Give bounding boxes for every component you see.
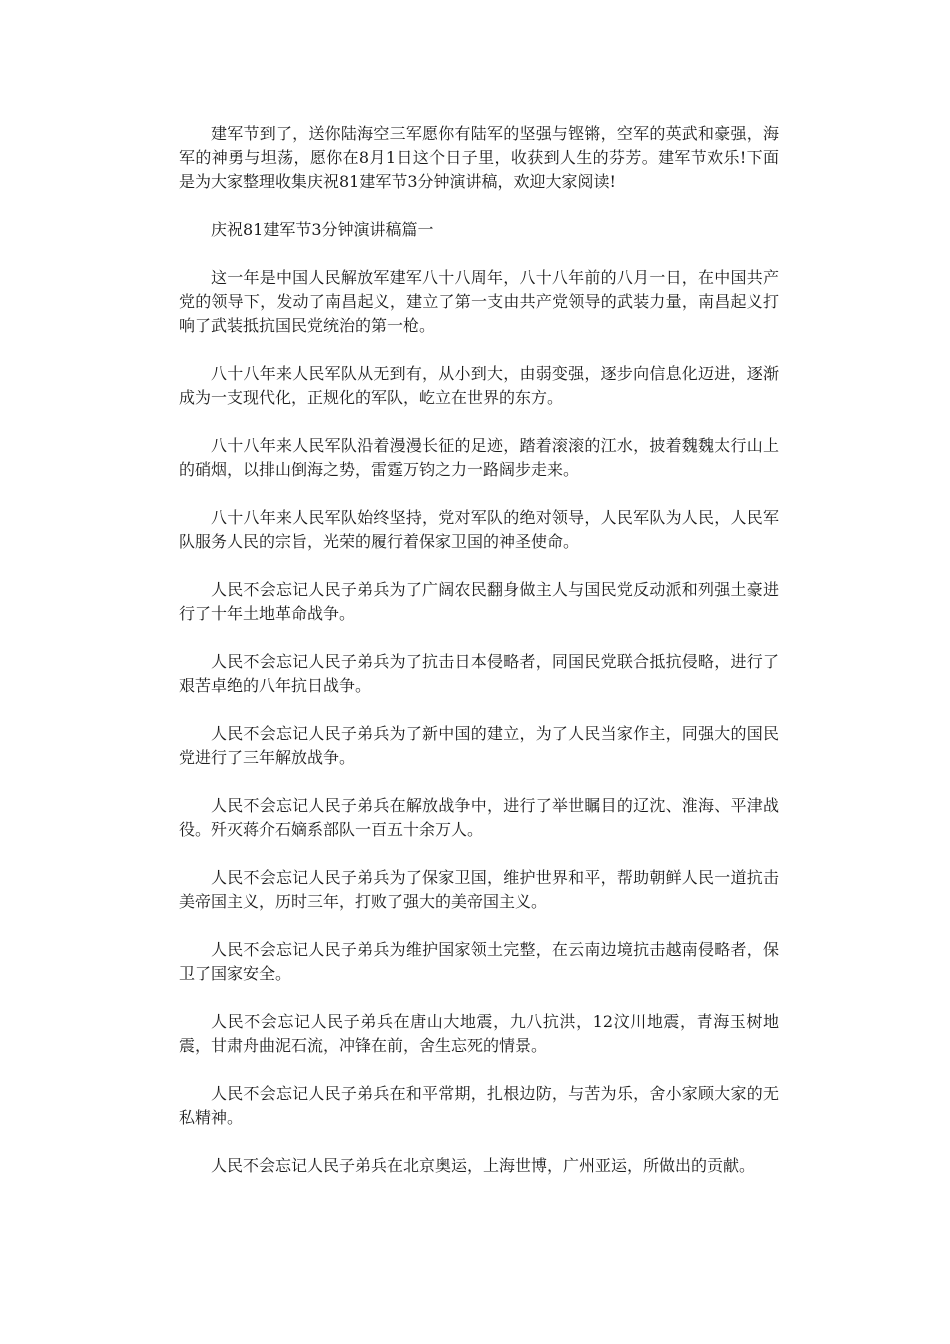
- body-paragraph: 八十八年来人民军队始终坚持，党对军队的绝对领导，人民军队为人民，人民军队服务人民的宗旨，光荣的履行着保家卫国的神圣使命。: [179, 508, 779, 551]
- body-paragraph: 八十八年来人民军队沿着漫漫长征的足迹，踏着滚滚的江水，披着魏魏太行山上的硝烟，以排山倒海之势，雷霆万钧之力一路阔步走来。: [179, 436, 779, 479]
- body-paragraph: 人民不会忘记人民子弟兵在解放战争中，进行了举世瞩目的辽沈、淮海、平津战役。歼灭蒋介石嫡系部队一百五十余万人。: [179, 796, 779, 839]
- body-paragraph: 人民不会忘记人民子弟兵为了抗击日本侵略者，同国民党联合抵抗侵略，进行了艰苦卓绝的八年抗日战争。: [179, 652, 779, 695]
- body-paragraph: 人民不会忘记人民子弟兵在北京奥运，上海世博，广州亚运，所做出的贡献。: [211, 1156, 756, 1175]
- body-paragraph: 人民不会忘记人民子弟兵在唐山大地震，九八抗洪，12汶川地震，青海玉树地震，甘肃舟曲泥石流，冲锋在前，舍生忘死的情景。: [179, 1012, 779, 1055]
- body-paragraph: 人民不会忘记人民子弟兵在和平常期，扎根边防，与苦为乐，舍小家顾大家的无私精神。: [179, 1084, 779, 1127]
- body-paragraph: 八十八年来人民军队从无到有，从小到大，由弱变强，逐步向信息化迈进，逐渐成为一支现代化，正规化的军队，屹立在世界的东方。: [179, 364, 779, 407]
- intro-paragraph: 建军节到了，送你陆海空三军愿你有陆军的坚强与铿锵，空军的英武和豪强，海军的神勇与坦荡，愿你在8月1日这个日子里，收获到人生的芬芳。建军节欢乐!下面是为大家整理收集庆祝81建军节3分钟演讲稿，欢迎大家阅读!: [179, 124, 779, 191]
- document-body: [179, 122, 779, 1202]
- body-paragraph: 人民不会忘记人民子弟兵为了新中国的建立，为了人民当家作主，同强大的国民党进行了三年解放战争。: [179, 724, 779, 767]
- body-paragraph: 人民不会忘记人民子弟兵为维护国家领土完整，在云南边境抗击越南侵略者，保卫了国家安全。: [179, 940, 779, 983]
- body-paragraph: 人民不会忘记人民子弟兵为了保家卫国，维护世界和平，帮助朝鲜人民一道抗击美帝国主义，历时三年，打败了强大的美帝国主义。: [179, 868, 779, 911]
- body-paragraph: 人民不会忘记人民子弟兵为了广阔农民翻身做主人与国民党反动派和列强土豪进行了十年土地革命战争。: [179, 580, 779, 623]
- section-title: 庆祝81建军节3分钟演讲稿篇一: [211, 220, 434, 239]
- body-paragraph: 这一年是中国人民解放军建军八十八周年，八十八年前的八月一日，在中国共产党的领导下，发动了南昌起义，建立了第一支由共产党领导的武装力量，南昌起义打响了武装抵抗国民党统治的第一枪。: [179, 268, 779, 335]
